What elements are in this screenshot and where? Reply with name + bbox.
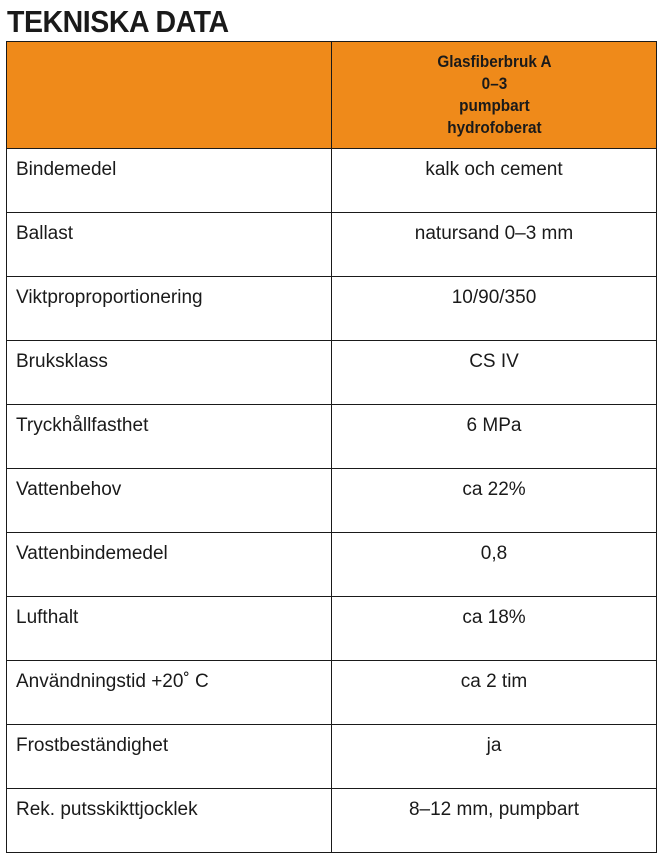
row-label: Ballast — [7, 213, 332, 277]
row-value: CS IV — [332, 341, 657, 405]
row-label: Vattenbindemedel — [7, 533, 332, 597]
row-label: Bruksklass — [7, 341, 332, 405]
header-empty-cell — [7, 42, 332, 149]
table-row — [7, 341, 657, 405]
row-label: Bindemedel — [7, 149, 332, 213]
row-value: 8–12 mm, pumpbart — [332, 789, 657, 853]
table-row — [7, 661, 657, 725]
table-row — [7, 725, 657, 789]
row-value: ja — [332, 725, 657, 789]
row-label: Vattenbehov — [7, 469, 332, 533]
table-row — [7, 597, 657, 661]
product-line: pumpbart — [458, 96, 530, 115]
row-label: Viktproproportionering — [7, 277, 332, 341]
row-label: Tryckhållfasthet — [7, 405, 332, 469]
row-label: Frostbeständighet — [7, 725, 332, 789]
product-line: hydrofoberat — [446, 118, 542, 137]
product-name — [437, 51, 551, 139]
table-row — [7, 149, 657, 213]
row-value: natursand 0–3 mm — [332, 213, 657, 277]
row-label: Användningstid +20˚ C — [7, 661, 332, 725]
row-label: Rek. putsskikttjocklek — [7, 789, 332, 853]
table-header-row — [7, 42, 657, 149]
product-line: Glasfiberbruk A — [436, 52, 552, 71]
row-value: 10/90/350 — [332, 277, 657, 341]
table-row — [7, 789, 657, 853]
table-row — [7, 469, 657, 533]
row-value: 6 MPa — [332, 405, 657, 469]
row-value: kalk och cement — [332, 149, 657, 213]
table-row — [7, 213, 657, 277]
row-value: ca 22% — [332, 469, 657, 533]
header-product-cell — [332, 42, 657, 149]
row-label: Lufthalt — [7, 597, 332, 661]
table-row — [7, 405, 657, 469]
row-value: ca 18% — [332, 597, 657, 661]
page-title: TEKNISKA DATA — [7, 4, 229, 39]
table-row — [7, 533, 657, 597]
row-value: 0,8 — [332, 533, 657, 597]
table-row — [7, 277, 657, 341]
row-value: ca 2 tim — [332, 661, 657, 725]
product-line: 0–3 — [481, 74, 507, 93]
technical-data-table — [6, 41, 657, 853]
